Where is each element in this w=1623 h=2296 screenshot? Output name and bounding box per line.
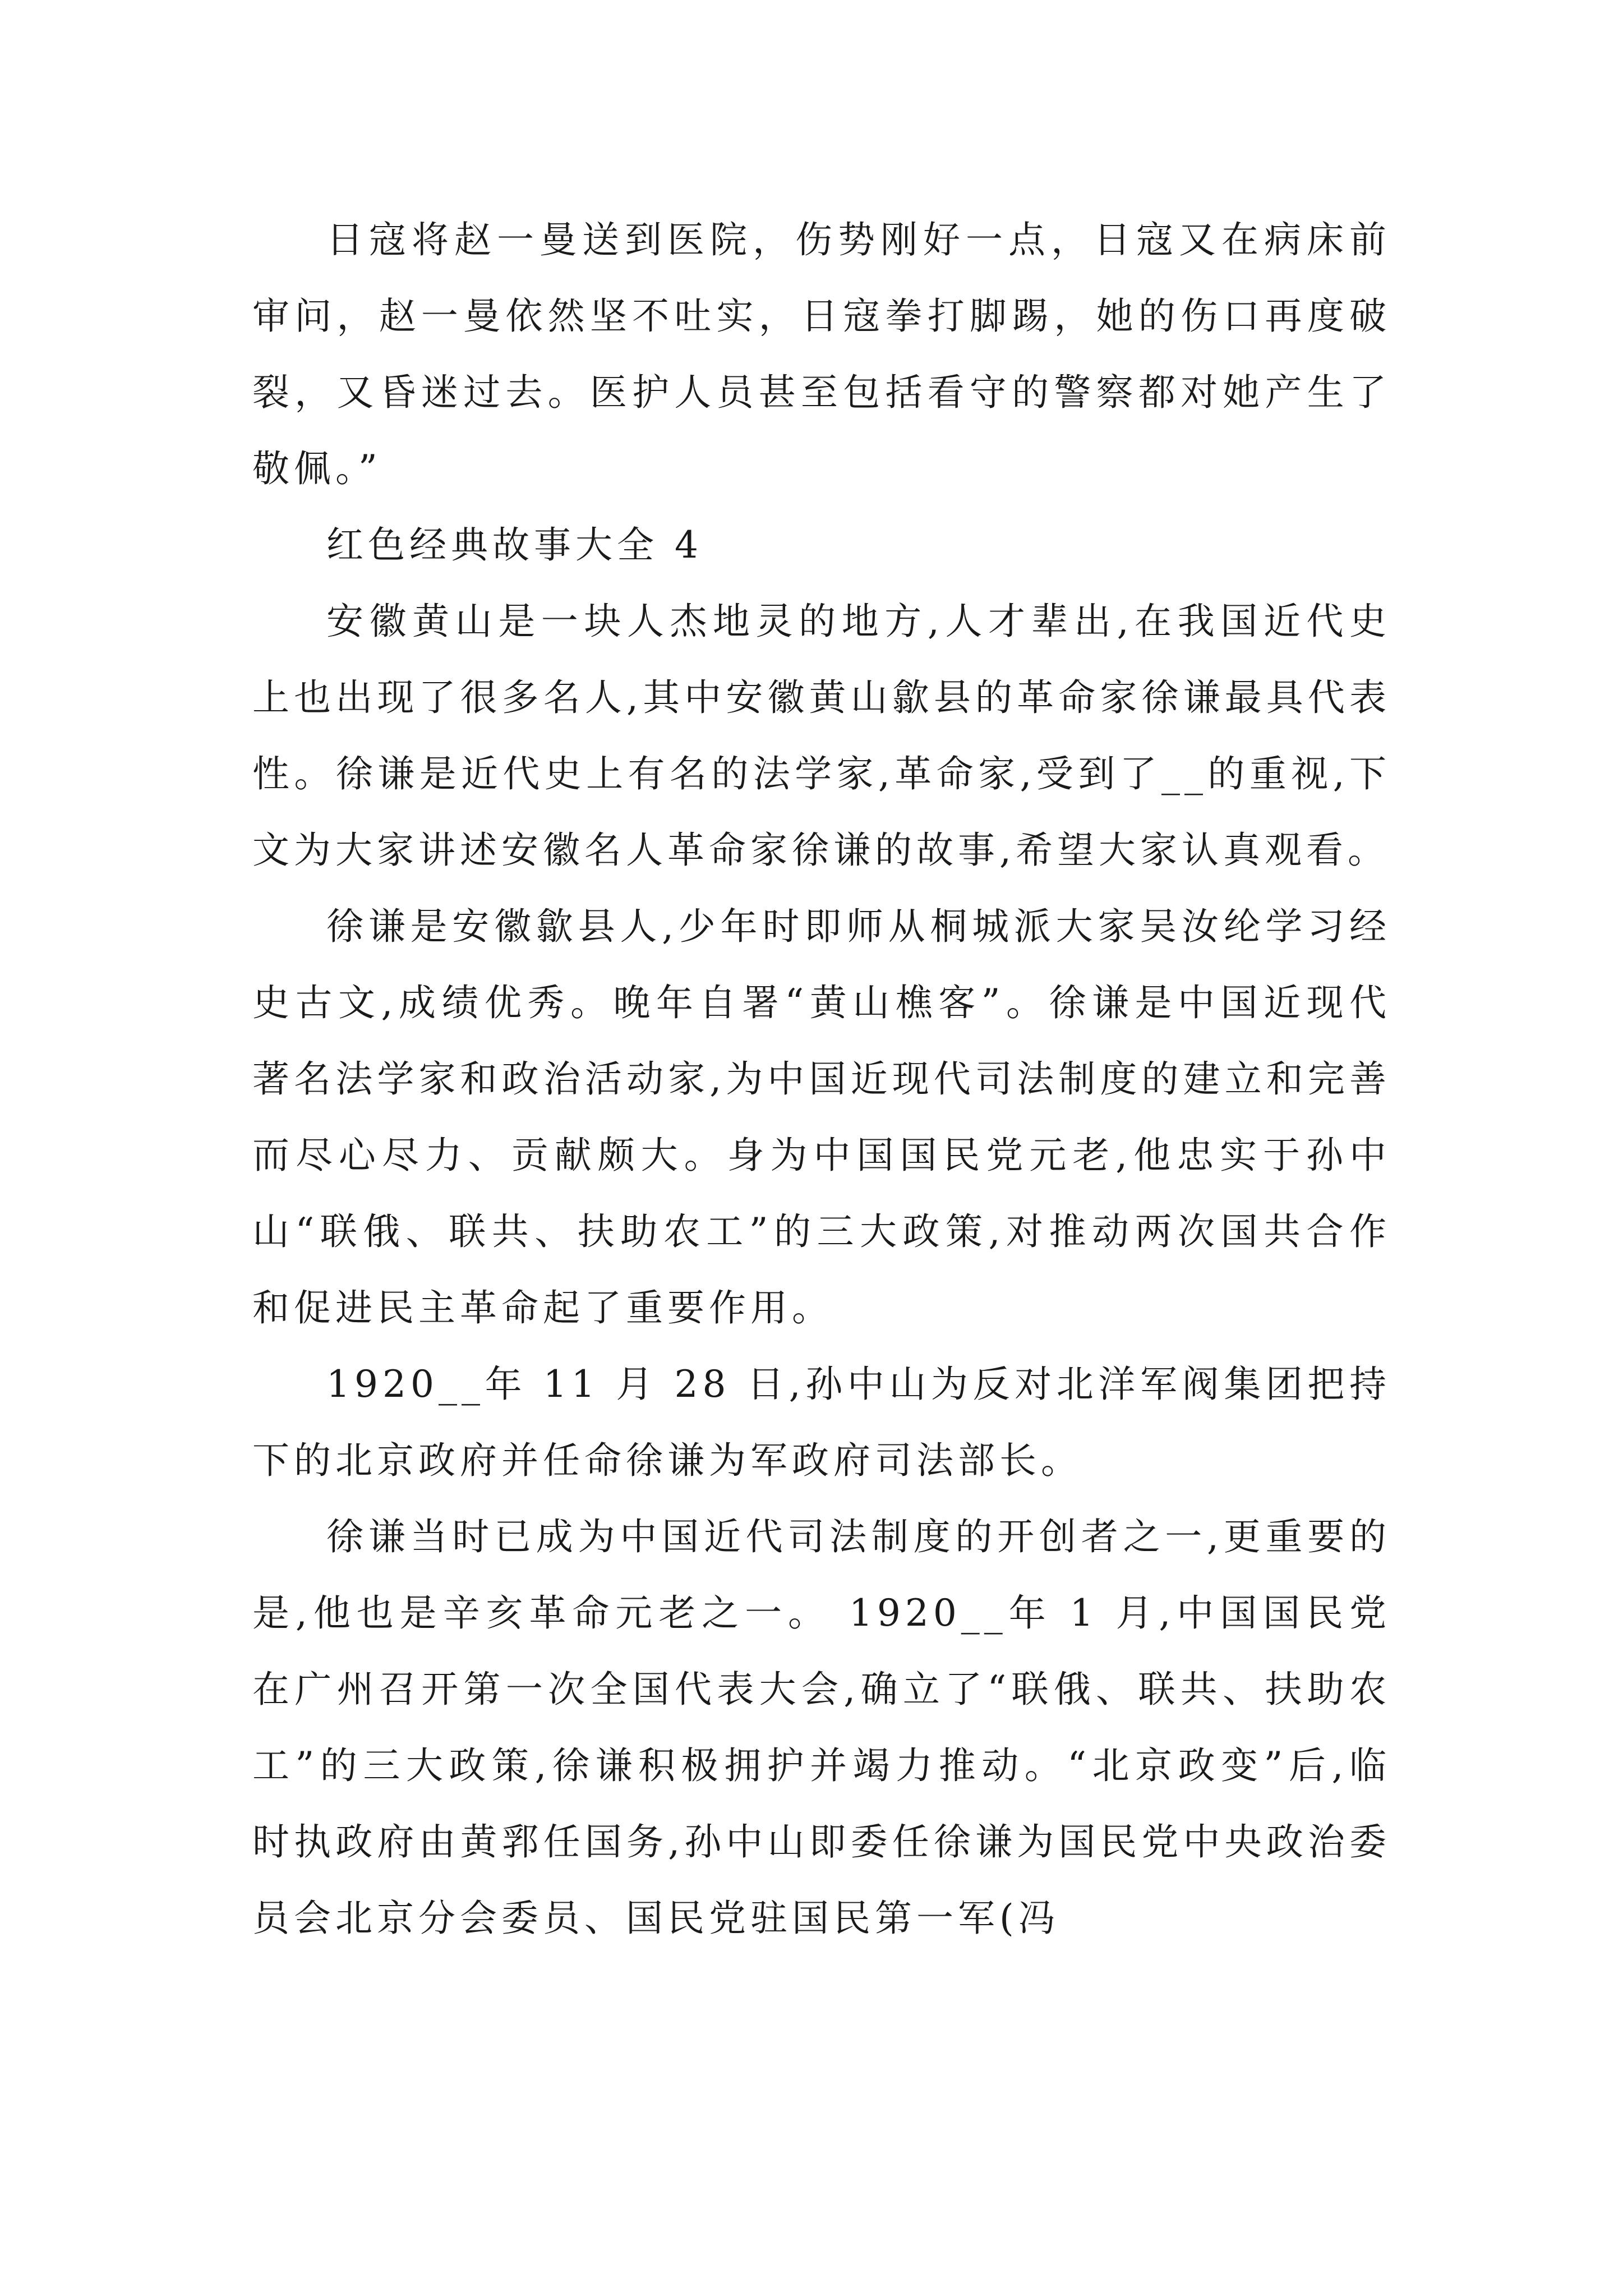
paragraph-zhao-yiman: 日寇将赵一曼送到医院，伤势刚好一点，日寇又在病床前审问，赵一曼依然坚不吐实，日寇拳打脚踢，她的伤口再度破裂，又昏迷过去。医护人员甚至包括看守的警察都对她产生了敬佩。” (252, 218, 1391, 490)
paragraph-xu-qian-bio: 徐谦是安徽歙县人,少年时即师从桐城派大家吴汝纶学习经史古文,成绩优秀。晚年自署“黄山樵客”。徐谦是中国近现代著名法学家和政治活动家,为中国近现代司法制度的建立和完善而尽心尽力、贡献颇大。身为中国国民党元老,他忠实于孙中山“联俄、联共、扶助农工”的三大政策,对推动两次国共合作和促进民主革命起了重要作用。 (252, 905, 1391, 1329)
paragraph-1920-appointment: 1920__年 11 月 28 日,孙中山为反对北洋军阀集团把持下的北京政府并任命徐谦为军政府司法部长。 (252, 1363, 1391, 1482)
paragraph-revolution-elder: 徐谦当时已成为中国近代司法制度的开创者之一,更重要的是,他也是辛亥革命元老之一。 1920__年 1 月,中国国民党在广州召开第一次全国代表大会,确立了“联俄、联共、扶助农工”的三大政策,徐谦积极拥护并竭力推动。“北京政变”后,临时执政府由黄郛任国务,孙中山即委任徐谦为国民党中央政治委员会北京分会委员、国民党驻国民第一军(冯 (252, 1515, 1391, 1940)
paragraph-xu-qian-intro: 安徽黄山是一块人杰地灵的地方,人才辈出,在我国近代史上也出现了很多名人,其中安徽黄山歙县的革命家徐谦最具代表性。徐谦是近代史上有名的法学家,革命家,受到了__的重视,下文为大家讲述安徽名人革命家徐谦的故事,希望大家认真观看。 (252, 600, 1391, 872)
section-heading: 红色经典故事大全 4 (326, 523, 703, 567)
document-body (252, 202, 1391, 1957)
